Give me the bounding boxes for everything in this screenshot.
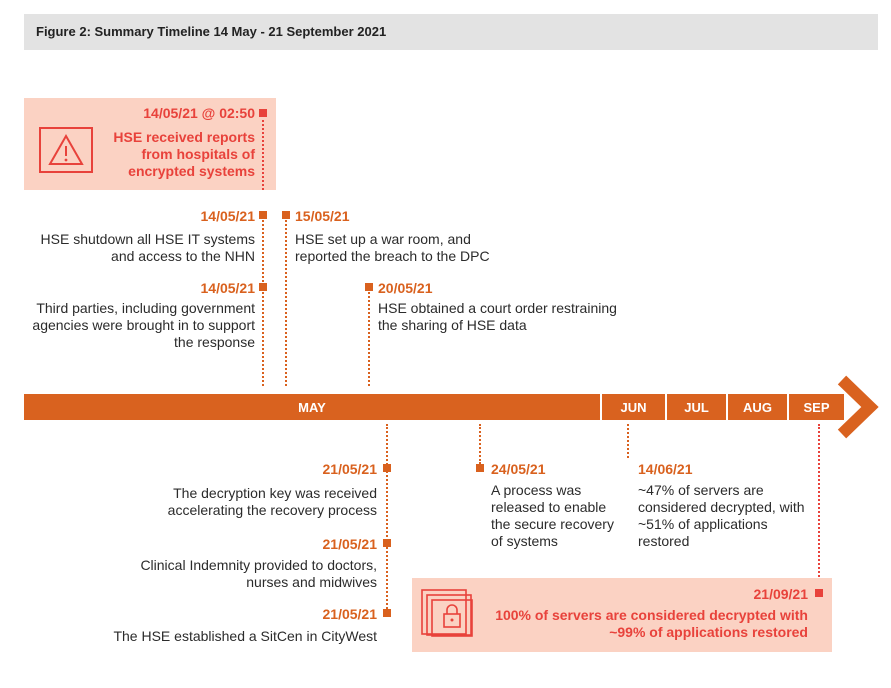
event-marker <box>476 464 484 472</box>
event-text: 100% of servers are considered decrypted with ~99% of applications restored <box>495 607 808 640</box>
month-may: MAY <box>24 394 600 420</box>
event-text: ~47% of servers are considered decrypted, with ~51% of applications restored <box>638 482 805 549</box>
event-marker <box>259 109 267 117</box>
month-sep: SEP <box>789 394 844 420</box>
timeline-connector <box>285 220 287 386</box>
event-date: 14/06/21 <box>638 461 693 477</box>
timeline-connector <box>386 424 388 616</box>
event-date: 24/05/21 <box>491 461 546 477</box>
event-marker <box>259 283 267 291</box>
lock-icon <box>420 588 476 640</box>
event-marker <box>383 539 391 547</box>
event-date: 15/05/21 <box>295 208 350 224</box>
month-jun: JUN <box>602 394 665 420</box>
event-date: 14/05/21 <box>200 208 255 224</box>
timeline-connector <box>368 292 370 386</box>
event-marker <box>259 211 267 219</box>
timeline-connector <box>627 424 629 458</box>
timeline-connector <box>262 220 264 386</box>
chevron-right-icon <box>832 374 880 440</box>
event-date: 14/05/21 <box>200 280 255 296</box>
event-text: HSE received reports from hospitals of encrypted systems <box>113 129 255 179</box>
event-marker <box>365 283 373 291</box>
month-aug: AUG <box>728 394 787 420</box>
event-text: HSE set up a war room, and reported the breach to the DPC <box>295 231 490 264</box>
timeline-connector <box>818 424 820 592</box>
event-date: 20/05/21 <box>378 280 433 296</box>
event-text: Clinical Indemnity provided to doctors, nurses and midwives <box>140 557 377 590</box>
event-text: The decryption key was received accelerating the recovery process <box>167 485 377 518</box>
event-text: Third parties, including government agencies were brought in to support the response <box>32 300 255 350</box>
event-date: 21/09/21 <box>753 586 808 602</box>
figure-header <box>24 14 878 50</box>
event-text: A process was released to enable the secure recovery of systems <box>491 482 614 549</box>
event-date: 21/05/21 <box>322 461 377 477</box>
event-marker <box>383 464 391 472</box>
event-text: HSE shutdown all HSE IT systems and access to the NHN <box>40 231 255 264</box>
event-text: HSE obtained a court order restraining the sharing of HSE data <box>378 300 617 333</box>
warning-icon <box>38 126 94 174</box>
event-marker <box>383 609 391 617</box>
event-date: 21/05/21 <box>322 606 377 622</box>
event-date: 14/05/21 @ 02:50 <box>143 105 255 121</box>
event-text: The HSE established a SitCen in CityWest <box>113 628 377 644</box>
timeline-connector <box>479 424 481 464</box>
event-marker <box>282 211 290 219</box>
month-jul: JUL <box>667 394 726 420</box>
event-marker <box>815 589 823 597</box>
figure-title: Figure 2: Summary Timeline 14 May - 21 September 2021 <box>36 24 387 39</box>
event-date: 21/05/21 <box>322 536 377 552</box>
timeline-connector <box>262 120 264 190</box>
